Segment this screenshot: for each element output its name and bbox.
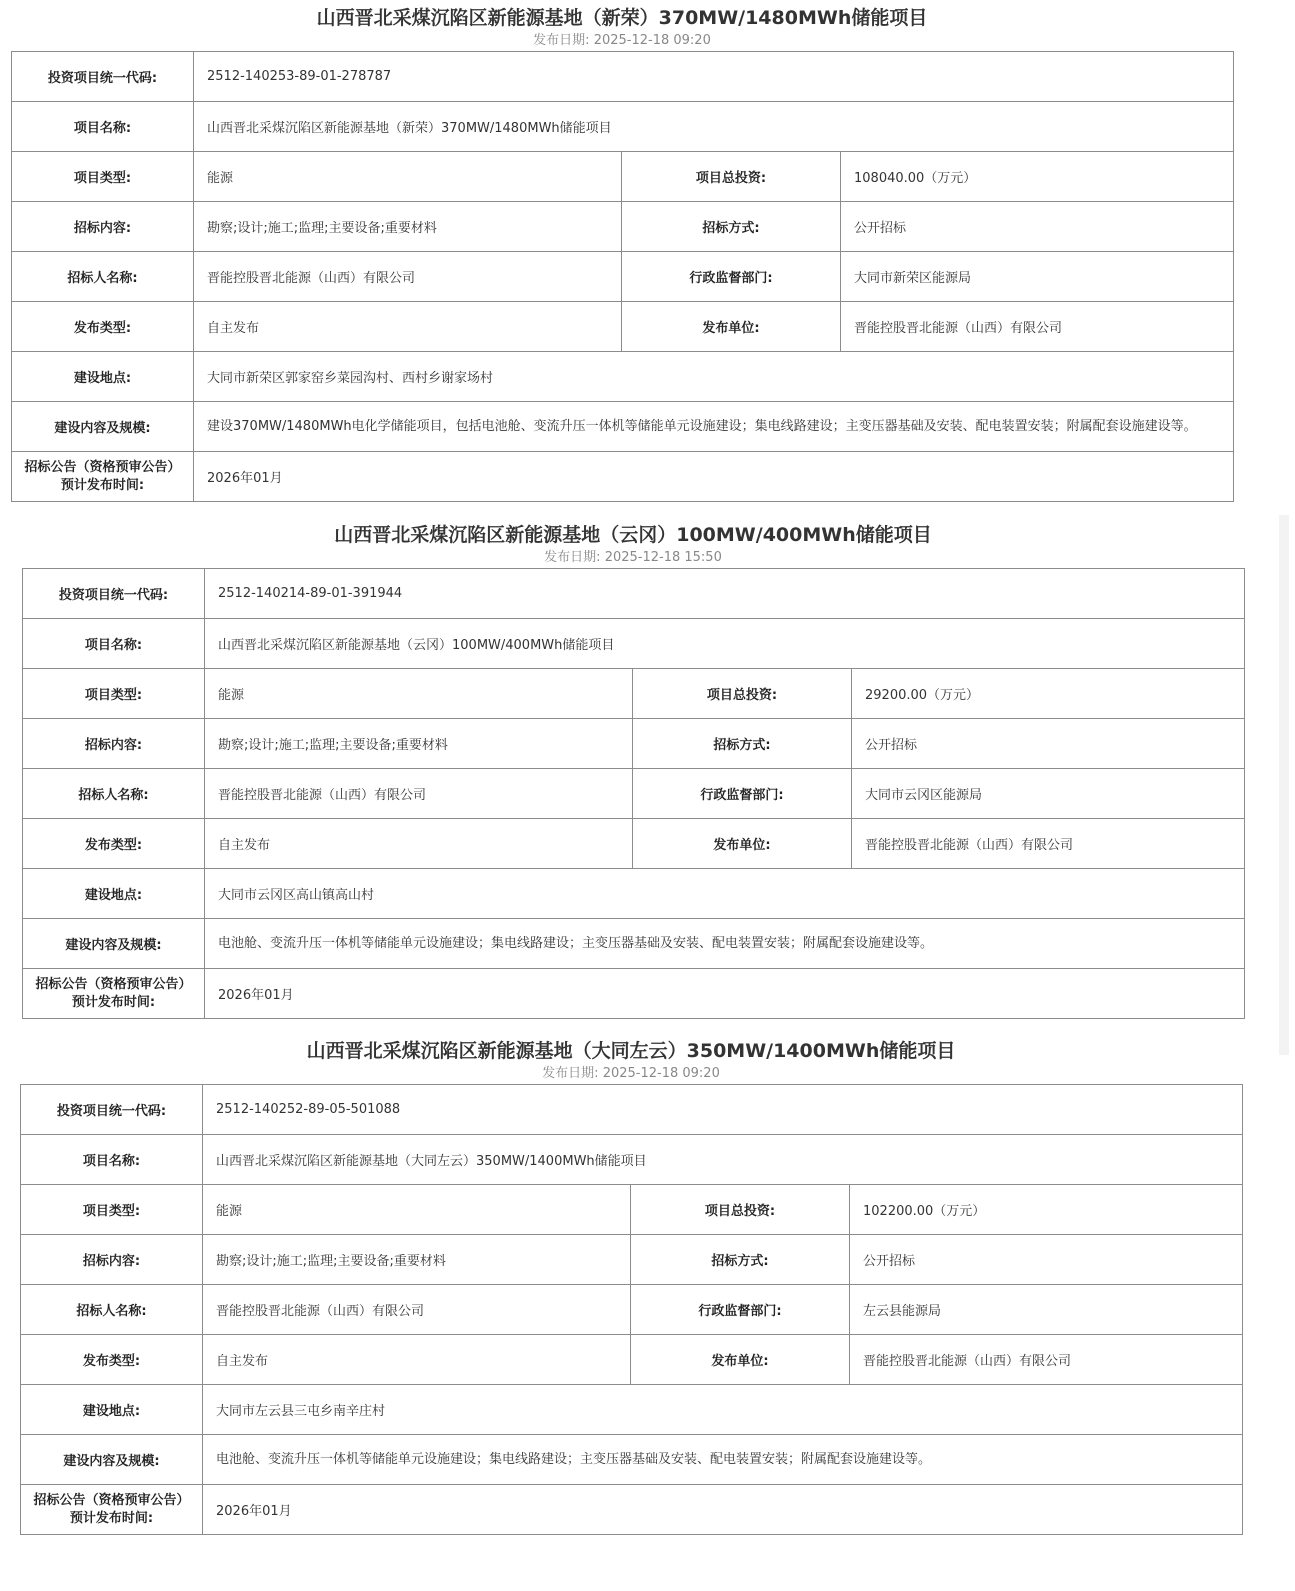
label-tenderer: 招标人名称: (23, 769, 205, 819)
label-investment: 项目总投资: (631, 1185, 850, 1235)
publish-date-label: 发布日期: (533, 33, 590, 48)
row-name (21, 1135, 1243, 1185)
value-type: 能源 (203, 1185, 631, 1235)
project-title: 山西晋北采煤沉陷区新能源基地（大同左云）350MW/1400MWh储能项目 (306, 1040, 956, 1062)
value-supervisor: 左云县能源局 (850, 1285, 1243, 1335)
publish-date (11, 31, 1233, 51)
label-publish-type: 发布类型: (12, 302, 194, 352)
label-scale: 建设内容及规模: (21, 1435, 203, 1485)
value-notice-time: 2026年01月 (203, 1485, 1243, 1535)
project-section-2 (22, 522, 1244, 1019)
value-publish-type: 自主发布 (194, 302, 622, 352)
row-location (23, 869, 1245, 919)
project-info-table (11, 51, 1234, 502)
row-location (21, 1385, 1243, 1435)
label-tenderer: 招标人名称: (12, 252, 194, 302)
value-bid-content: 勘察;设计;施工;监理;主要设备;重要材料 (205, 719, 633, 769)
label-publish-type: 发布类型: (21, 1335, 203, 1385)
label-notice-time-line2: 预计发布时间: (60, 477, 145, 493)
value-investment: 108040.00（万元） (841, 152, 1234, 202)
label-bid-content: 招标内容: (21, 1235, 203, 1285)
publish-date-value: 2025-12-18 09:20 (593, 33, 711, 48)
label-bid-method: 招标方式: (622, 202, 841, 252)
value-name: 山西晋北采煤沉陷区新能源基地（新荣）370MW/1480MWh储能项目 (194, 102, 1234, 152)
row-notice-time (21, 1485, 1243, 1535)
label-notice-time-line1: 招标公告（资格预审公告） (35, 976, 192, 992)
value-location: 大同市左云县三屯乡南辛庄村 (203, 1385, 1243, 1435)
label-notice-time-line2: 预计发布时间: (69, 1510, 154, 1526)
label-type: 项目类型: (23, 669, 205, 719)
label-notice-time-line1: 招标公告（资格预审公告） (33, 1492, 190, 1508)
row-type (21, 1185, 1243, 1235)
row-name (23, 619, 1245, 669)
label-location: 建设地点: (12, 352, 194, 402)
project-title: 山西晋北采煤沉陷区新能源基地（新荣）370MW/1480MWh储能项目 (316, 7, 928, 29)
publish-date (22, 548, 1244, 568)
value-location: 大同市新荣区郭家窑乡菜园沟村、西村乡谢家场村 (194, 352, 1234, 402)
row-type (12, 152, 1234, 202)
label-scale: 建设内容及规模: (12, 402, 194, 452)
value-name: 山西晋北采煤沉陷区新能源基地（大同左云）350MW/1400MWh储能项目 (203, 1135, 1243, 1185)
value-publish-type: 自主发布 (205, 819, 633, 869)
row-name (12, 102, 1234, 152)
row-code (23, 569, 1245, 619)
row-tenderer (12, 252, 1234, 302)
value-scale: 电池舱、变流升压一体机等储能单元设施建设；集电线路建设；主变压器基础及安装、配电装置安装；附属配套设施建设等。 (205, 919, 1245, 969)
label-name: 项目名称: (23, 619, 205, 669)
value-name: 山西晋北采煤沉陷区新能源基地（云冈）100MW/400MWh储能项目 (205, 619, 1245, 669)
value-scale: 建设370MW/1480MWh电化学储能项目，包括电池舱、变流升压一体机等储能单元设施建设；集电线路建设；主变压器基础及安装、配电装置安装；附属配套设施建设等。 (194, 402, 1234, 452)
label-publisher: 发布单位: (631, 1335, 850, 1385)
value-tenderer: 晋能控股晋北能源（山西）有限公司 (194, 252, 622, 302)
label-bid-content: 招标内容: (23, 719, 205, 769)
label-bid-method: 招标方式: (631, 1235, 850, 1285)
label-name: 项目名称: (12, 102, 194, 152)
value-publisher: 晋能控股晋北能源（山西）有限公司 (852, 819, 1245, 869)
row-location (12, 352, 1234, 402)
label-code: 投资项目统一代码: (21, 1085, 203, 1135)
project-title: 山西晋北采煤沉陷区新能源基地（云冈）100MW/400MWh储能项目 (334, 524, 932, 546)
row-scale (21, 1435, 1243, 1485)
label-publish-type: 发布类型: (23, 819, 205, 869)
value-investment: 29200.00（万元） (852, 669, 1245, 719)
value-publish-type: 自主发布 (203, 1335, 631, 1385)
value-tenderer: 晋能控股晋北能源（山西）有限公司 (203, 1285, 631, 1335)
value-location: 大同市云冈区高山镇高山村 (205, 869, 1245, 919)
label-notice-time (23, 969, 205, 1019)
value-investment: 102200.00（万元） (850, 1185, 1243, 1235)
row-bid (12, 202, 1234, 252)
value-scale: 电池舱、变流升压一体机等储能单元设施建设；集电线路建设；主变压器基础及安装、配电装置安装；附属配套设施建设等。 (203, 1435, 1243, 1485)
label-notice-time (12, 452, 194, 502)
label-publisher: 发布单位: (633, 819, 852, 869)
row-code (21, 1085, 1243, 1135)
value-type: 能源 (194, 152, 622, 202)
value-bid-method: 公开招标 (841, 202, 1234, 252)
value-bid-method: 公开招标 (852, 719, 1245, 769)
label-code: 投资项目统一代码: (12, 52, 194, 102)
value-code: 2512-140214-89-01-391944 (205, 569, 1245, 619)
label-supervisor: 行政监督部门: (622, 252, 841, 302)
row-bid (23, 719, 1245, 769)
row-scale (12, 402, 1234, 452)
label-bid-content: 招标内容: (12, 202, 194, 252)
publish-date-value: 2025-12-18 09:20 (602, 1066, 720, 1081)
label-name: 项目名称: (21, 1135, 203, 1185)
value-bid-content: 勘察;设计;施工;监理;主要设备;重要材料 (203, 1235, 631, 1285)
value-notice-time: 2026年01月 (205, 969, 1245, 1019)
label-notice-time-line2: 预计发布时间: (71, 994, 156, 1010)
value-notice-time: 2026年01月 (194, 452, 1234, 502)
label-publisher: 发布单位: (622, 302, 841, 352)
value-tenderer: 晋能控股晋北能源（山西）有限公司 (205, 769, 633, 819)
label-supervisor: 行政监督部门: (633, 769, 852, 819)
value-publisher: 晋能控股晋北能源（山西）有限公司 (841, 302, 1234, 352)
value-bid-content: 勘察;设计;施工;监理;主要设备;重要材料 (194, 202, 622, 252)
value-code: 2512-140252-89-05-501088 (203, 1085, 1243, 1135)
label-notice-time (21, 1485, 203, 1535)
label-notice-time-line1: 招标公告（资格预审公告） (24, 459, 181, 475)
label-investment: 项目总投资: (622, 152, 841, 202)
row-scale (23, 919, 1245, 969)
label-type: 项目类型: (12, 152, 194, 202)
row-type (23, 669, 1245, 719)
row-tenderer (21, 1285, 1243, 1335)
row-tenderer (23, 769, 1245, 819)
label-scale: 建设内容及规模: (23, 919, 205, 969)
label-type: 项目类型: (21, 1185, 203, 1235)
row-bid (21, 1235, 1243, 1285)
row-code (12, 52, 1234, 102)
row-publish (21, 1335, 1243, 1385)
value-publisher: 晋能控股晋北能源（山西）有限公司 (850, 1335, 1243, 1385)
publish-date-label: 发布日期: (542, 1066, 599, 1081)
row-notice-time (23, 969, 1245, 1019)
publish-date-label: 发布日期: (544, 550, 601, 565)
scrollbar[interactable] (1279, 515, 1289, 1055)
row-publish (23, 819, 1245, 869)
value-code: 2512-140253-89-01-278787 (194, 52, 1234, 102)
row-notice-time (12, 452, 1234, 502)
project-info-table (22, 568, 1245, 1019)
row-publish (12, 302, 1234, 352)
value-bid-method: 公开招标 (850, 1235, 1243, 1285)
project-section-3 (20, 1038, 1242, 1535)
label-tenderer: 招标人名称: (21, 1285, 203, 1335)
project-info-table (20, 1084, 1243, 1535)
value-supervisor: 大同市新荣区能源局 (841, 252, 1234, 302)
label-bid-method: 招标方式: (633, 719, 852, 769)
label-location: 建设地点: (21, 1385, 203, 1435)
label-supervisor: 行政监督部门: (631, 1285, 850, 1335)
value-supervisor: 大同市云冈区能源局 (852, 769, 1245, 819)
label-investment: 项目总投资: (633, 669, 852, 719)
value-type: 能源 (205, 669, 633, 719)
publish-date (20, 1064, 1242, 1084)
project-section-1 (11, 5, 1233, 502)
label-location: 建设地点: (23, 869, 205, 919)
publish-date-value: 2025-12-18 15:50 (604, 550, 722, 565)
label-code: 投资项目统一代码: (23, 569, 205, 619)
